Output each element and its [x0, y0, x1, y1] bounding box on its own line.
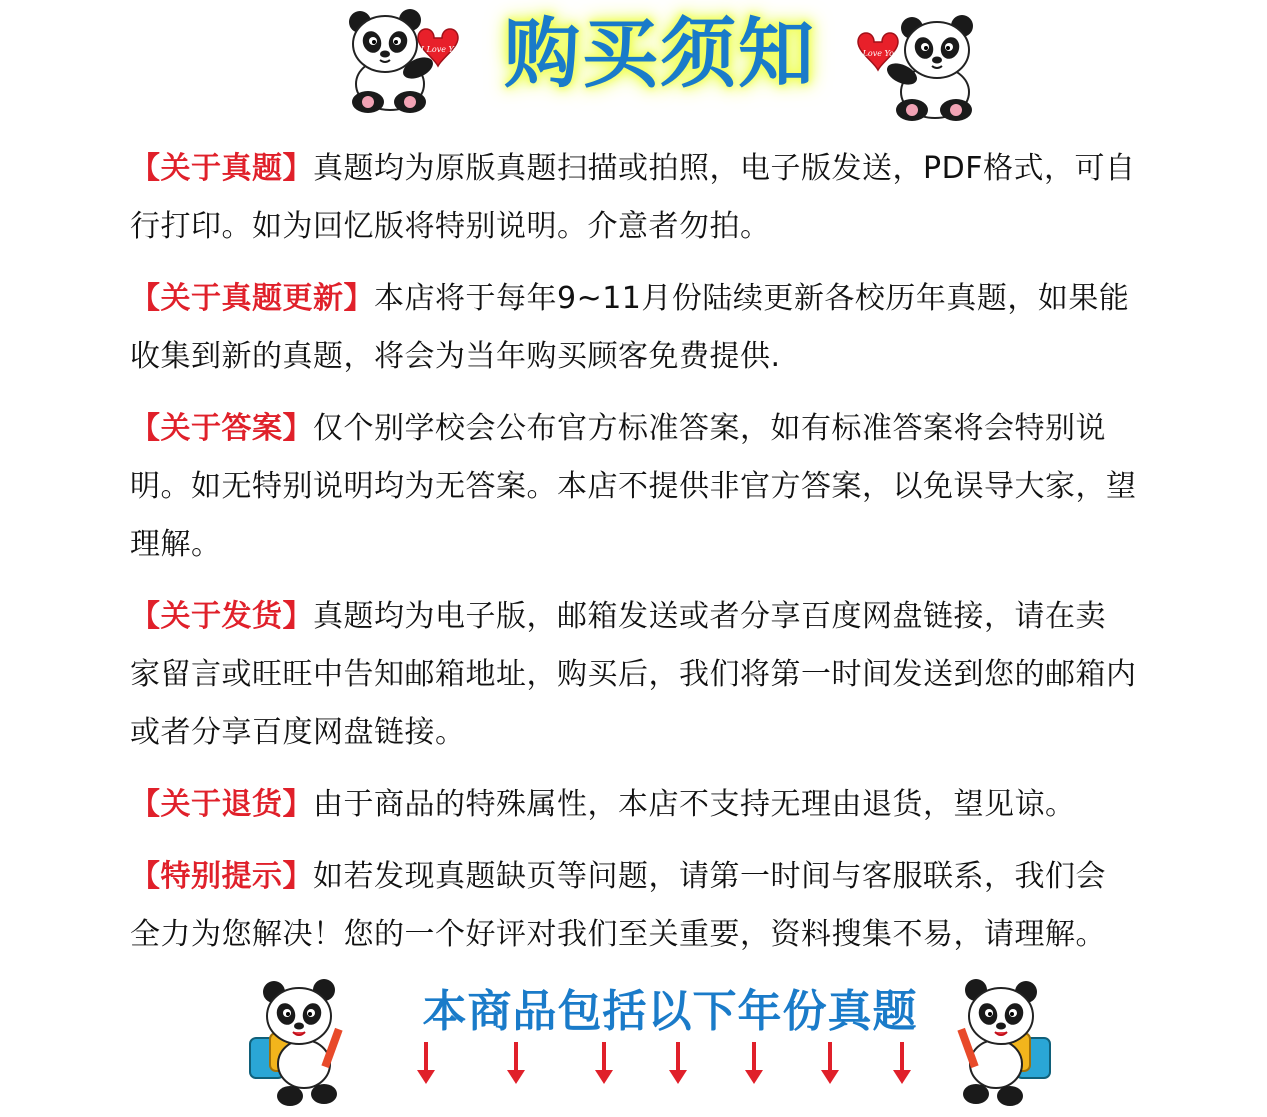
- notice-section: [130, 588, 1190, 762]
- section-tag: 【关于真题】: [130, 151, 313, 186]
- notice-section: [130, 140, 1190, 256]
- section-text-line: 全力为您解决！您的一个好评对我们至关重要，资料搜集不易，请理解。: [130, 917, 1106, 952]
- notice-section: [130, 400, 1190, 574]
- down-arrow-icon: [742, 1042, 766, 1086]
- section-text-line: 行打印。如为回忆版将特别说明。介意者勿拍。: [130, 209, 771, 244]
- section-text-line: 真题均为原版真题扫描或拍照，电子版发送，PDF格式，可自: [313, 151, 1136, 186]
- heart-text-right: I Love You: [856, 49, 900, 58]
- section-text-line: 本店将于每年9~11月份陆续更新各校历年真题，如果能: [374, 281, 1130, 316]
- down-arrow-icon: [818, 1042, 842, 1086]
- section-tag: 【关于真题更新】: [130, 281, 374, 316]
- section-tag: 【关于答案】: [130, 411, 313, 446]
- section-text-line: 如若发现真题缺页等问题，请第一时间与客服联系，我们会: [313, 859, 1106, 894]
- down-arrow-icon: [414, 1042, 438, 1086]
- notice-content: [130, 140, 1190, 978]
- down-arrow-icon: [890, 1042, 914, 1086]
- footer-title: 本商品包括以下年份真题: [422, 986, 918, 1037]
- section-text-line: 真题均为电子版，邮箱发送或者分享百度网盘链接，请在卖: [313, 599, 1106, 634]
- section-text-line: 由于商品的特殊属性，本店不支持无理由退货，望见谅。: [313, 787, 1076, 822]
- heart-text-left: I Love You: [420, 45, 464, 54]
- page-title: 购买须知: [504, 9, 816, 98]
- notice-section: [130, 270, 1190, 386]
- section-tag: 【特别提示】: [130, 859, 313, 894]
- section-text-line: 明。如无特别说明均为无答案。本店不提供非官方答案，以免误导大家，望: [130, 469, 1137, 504]
- panda-heart-icon: [850, 8, 985, 126]
- notice-section: [130, 776, 1190, 834]
- section-text-line: 收集到新的真题，将会为当年购买顾客免费提供.: [130, 339, 781, 374]
- section-tag: 【关于发货】: [130, 599, 313, 634]
- section-text-line: 理解。: [130, 527, 222, 562]
- footer-banner: [0, 970, 1267, 1117]
- down-arrow-icon: [592, 1042, 616, 1086]
- section-text-line: 仅个别学校会公布官方标准答案，如有标准答案将会特别说: [313, 411, 1106, 446]
- section-text-line: 家留言或旺旺中告知邮箱地址，购买后，我们将第一时间发送到您的邮箱内: [130, 657, 1137, 692]
- notice-section: [130, 848, 1190, 964]
- down-arrow-icon: [504, 1042, 528, 1086]
- header-banner: [0, 0, 1267, 130]
- section-tag: 【关于退货】: [130, 787, 313, 822]
- down-arrows-row: [0, 1042, 1267, 1092]
- down-arrow-icon: [666, 1042, 690, 1086]
- section-text-line: 或者分享百度网盘链接。: [130, 715, 466, 750]
- panda-heart-icon: [340, 4, 470, 116]
